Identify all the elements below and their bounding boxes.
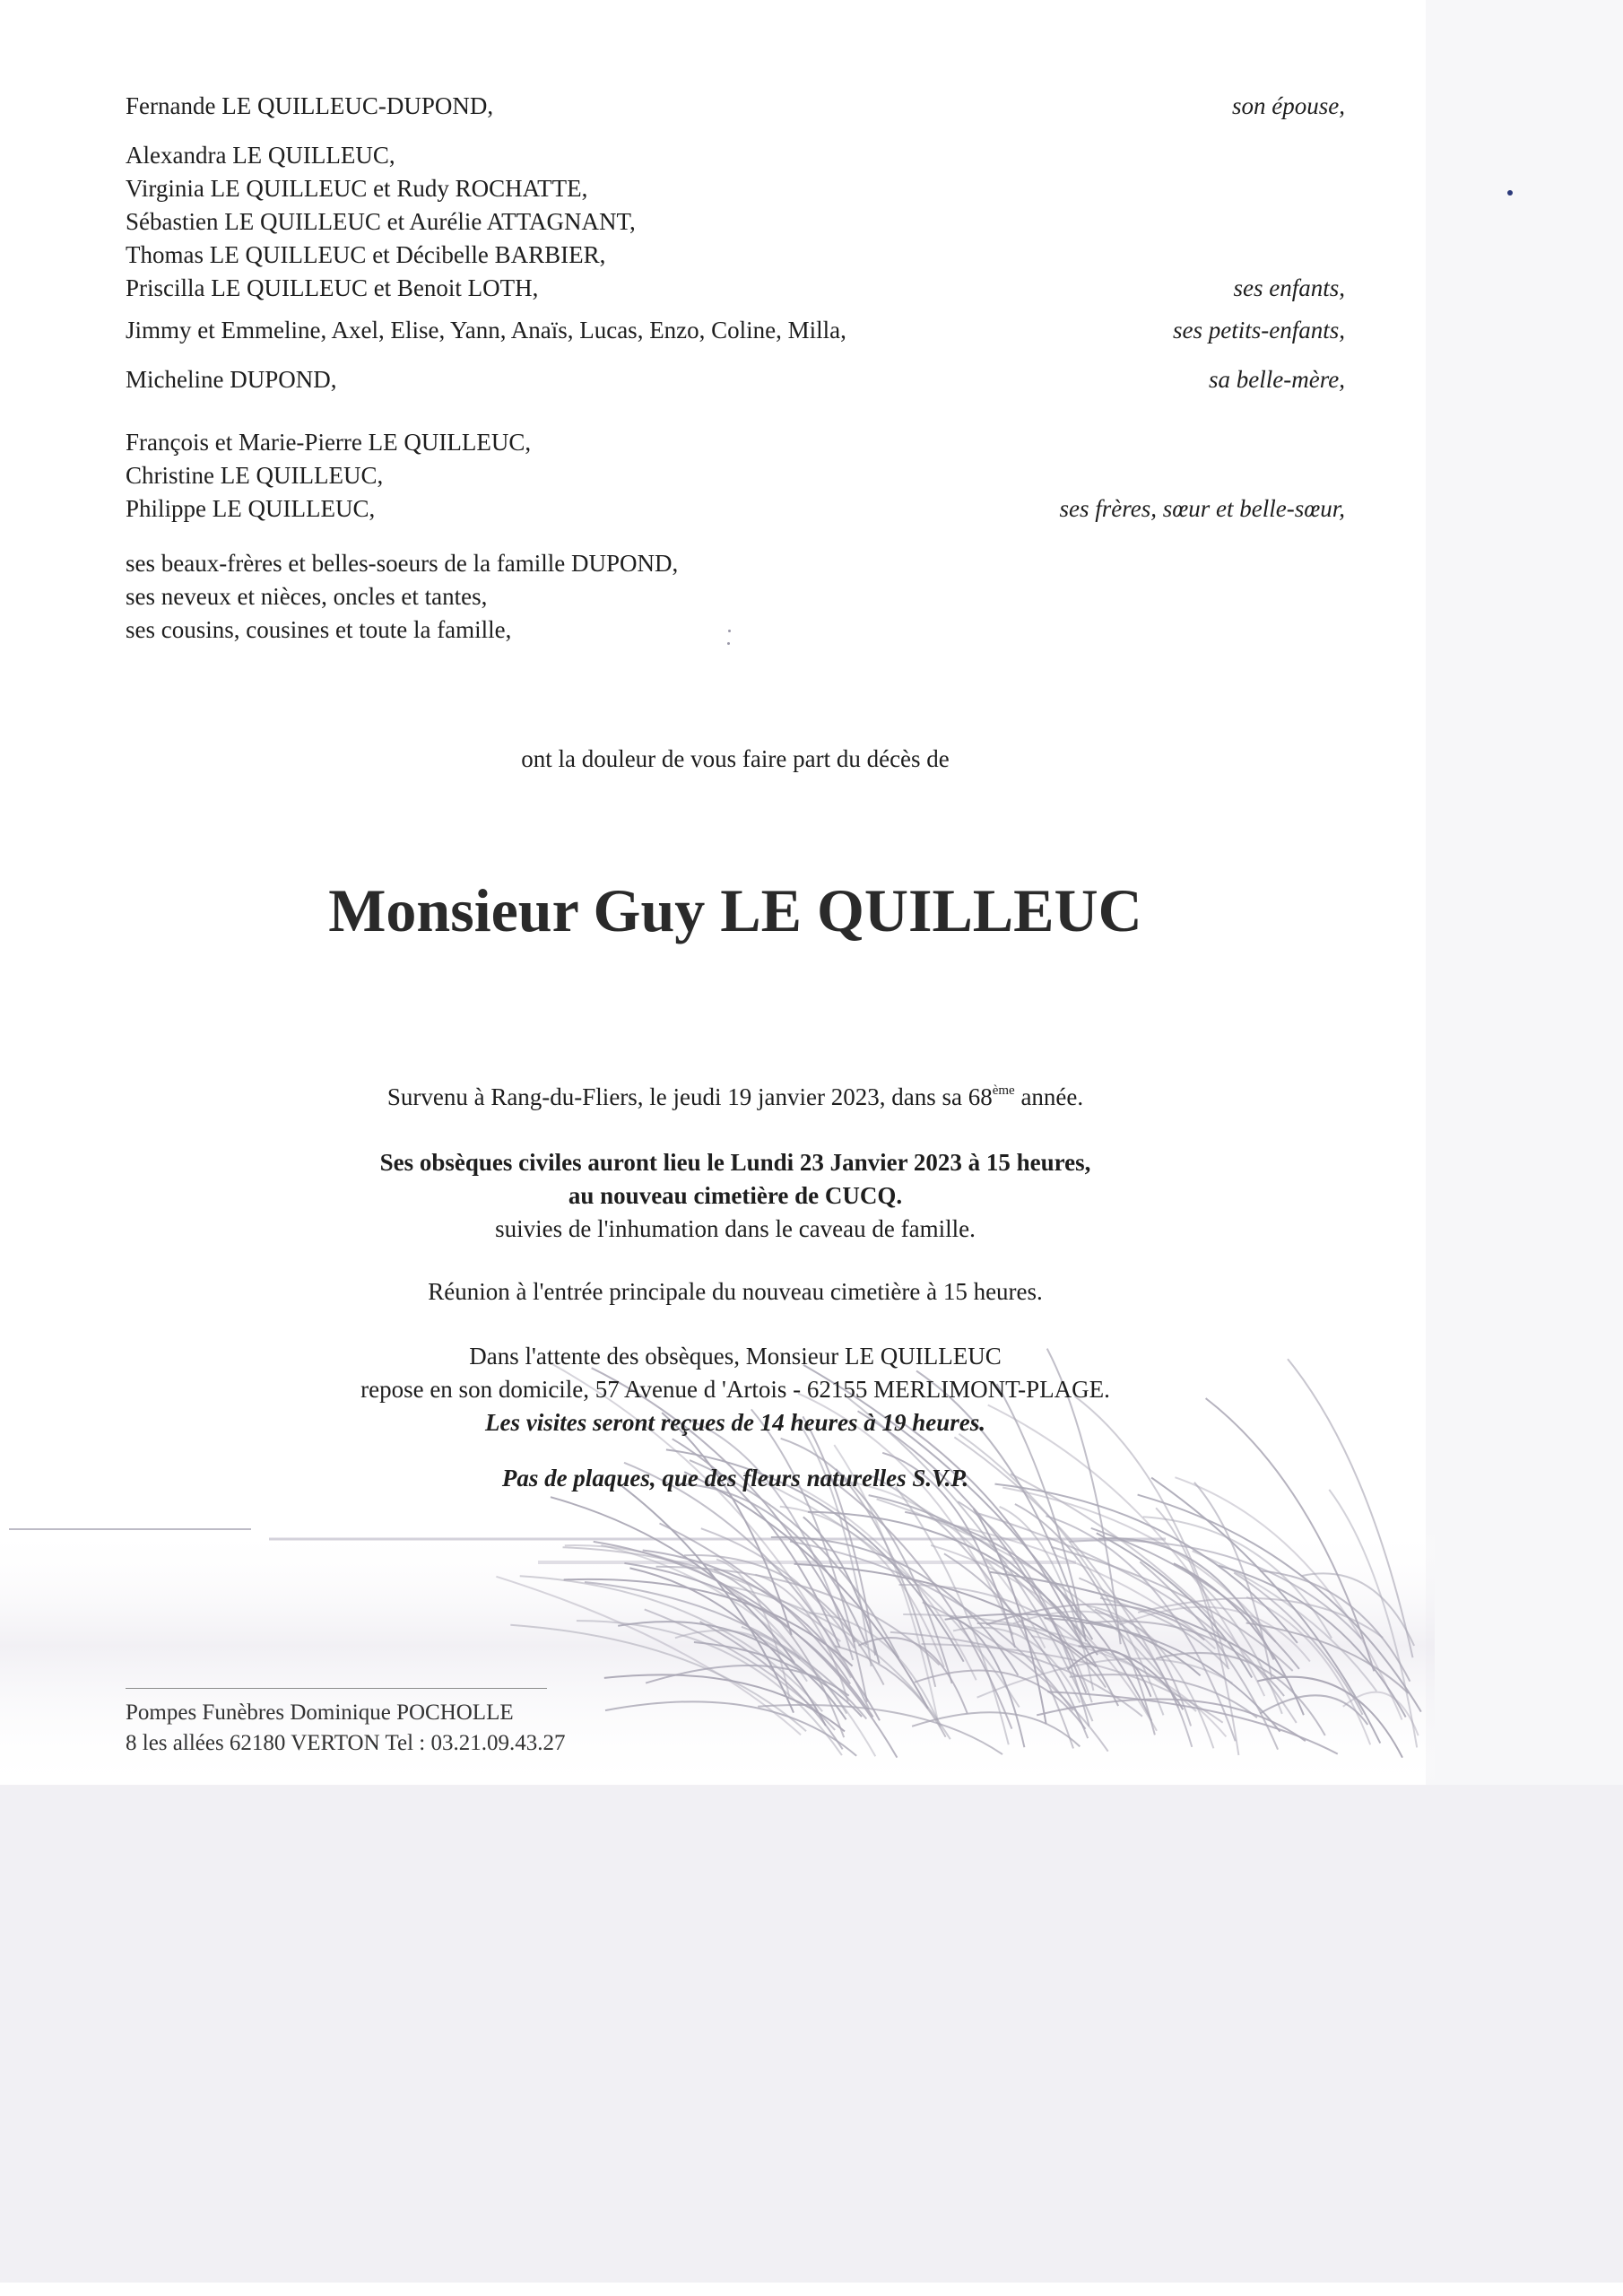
family-member: François et Marie-Pierre LE QUILLEUC,	[126, 429, 532, 456]
scan-margin-right	[1426, 0, 1623, 1785]
family-member: Alexandra LE QUILLEUC,	[126, 142, 395, 169]
ceremony-block	[215, 1146, 1255, 1246]
family-member: Fernande LE QUILLEUC-DUPOND,	[126, 92, 494, 119]
family-group	[126, 547, 1345, 647]
family-member: Sébastien LE QUILLEUC et Aurélie ATTAGNANT,	[126, 208, 636, 235]
ceremony-line-3: suivies de l'inhumation dans le caveau de famille.	[495, 1215, 976, 1242]
family-member: ses neveux et nièces, oncles et tantes,	[126, 583, 488, 610]
death-text-end: année.	[1014, 1083, 1084, 1110]
relation-label: ses enfants,	[1233, 274, 1345, 301]
rest-line-1: Dans l'attente des obsèques, Monsieur LE QUILLEUC	[469, 1343, 1002, 1370]
funeral-home-address: 8 les allées 62180 VERTON Tel : 03.21.09.43.27	[126, 1731, 566, 1755]
deceased-name: Monsieur Guy LE QUILLEUC	[328, 876, 1142, 944]
funeral-home	[126, 1698, 565, 1759]
family-names	[126, 314, 846, 347]
visiting-hours: Les visites seront reçues de 14 heures à 19 heures.	[485, 1409, 985, 1436]
family-member: Micheline DUPOND,	[126, 366, 337, 393]
death-text: Survenu à Rang-du-Fliers, le jeudi 19 janvier 2023, dans sa 68	[386, 1083, 993, 1110]
scan-edge	[0, 2283, 1623, 2296]
family-group	[126, 426, 1345, 526]
funeral-home-name: Pompes Funèbres Dominique POCHOLLE	[126, 1700, 514, 1725]
family-names	[126, 139, 636, 305]
ceremony-line-1: Ses obsèques civiles auront lieu le Lundi 23 Janvier 2023 à 15 heures,	[379, 1149, 1091, 1176]
announcement: ont la douleur de vous faire part du décès de	[521, 745, 950, 772]
family-member: Jimmy et Emmeline, Axel, Elise, Yann, Anaïs, Lucas, Enzo, Coline, Milla,	[126, 317, 846, 344]
family-member: Virginia LE QUILLEUC et Rudy ROCHATTE,	[126, 175, 588, 202]
ceremony-line-2: au nouveau cimetière de CUCQ.	[568, 1182, 903, 1209]
family-names	[126, 363, 336, 396]
ink-speck	[1507, 190, 1513, 196]
family-member: ses cousins, cousines et toute la famille,	[126, 616, 512, 643]
family-names	[126, 547, 678, 647]
scan-margin-bottom	[0, 1785, 1623, 2296]
relation-label: ses petits-enfants,	[1173, 317, 1345, 344]
rest-line-2: repose en son domicile, 57 Avenue d 'Artois - 62155 MERLIMONT-PLAGE.	[360, 1376, 1110, 1403]
family-member: Christine LE QUILLEUC,	[126, 462, 384, 489]
ordinal-suffix: ème	[992, 1083, 1015, 1098]
family-member: ses beaux-frères et belles-soeurs de la famille DUPOND,	[126, 550, 679, 577]
family-member: Priscilla LE QUILLEUC et Benoit LOTH,	[126, 274, 539, 301]
divider	[126, 1688, 547, 1689]
family-group	[126, 314, 1345, 347]
family-group	[126, 139, 1345, 305]
family-names	[126, 426, 531, 526]
family-names	[126, 90, 493, 123]
family-group	[126, 90, 1345, 123]
rest-block	[215, 1340, 1255, 1439]
death-notice	[215, 1081, 1255, 1114]
flowers-notice: Pas de plaques, que des fleurs naturelles S.V.P.	[501, 1465, 969, 1492]
relation-label: son épouse,	[1232, 92, 1345, 119]
family-group	[126, 363, 1345, 396]
family-member: Philippe LE QUILLEUC,	[126, 495, 376, 522]
meeting-notice: Réunion à l'entrée principale du nouveau cimetière à 15 heures.	[428, 1278, 1043, 1305]
relation-label: sa belle-mère,	[1209, 366, 1345, 393]
family-member: Thomas LE QUILLEUC et Décibelle BARBIER,	[126, 241, 606, 268]
relation-label: ses frères, sœur et belle-sœur,	[1059, 495, 1345, 522]
